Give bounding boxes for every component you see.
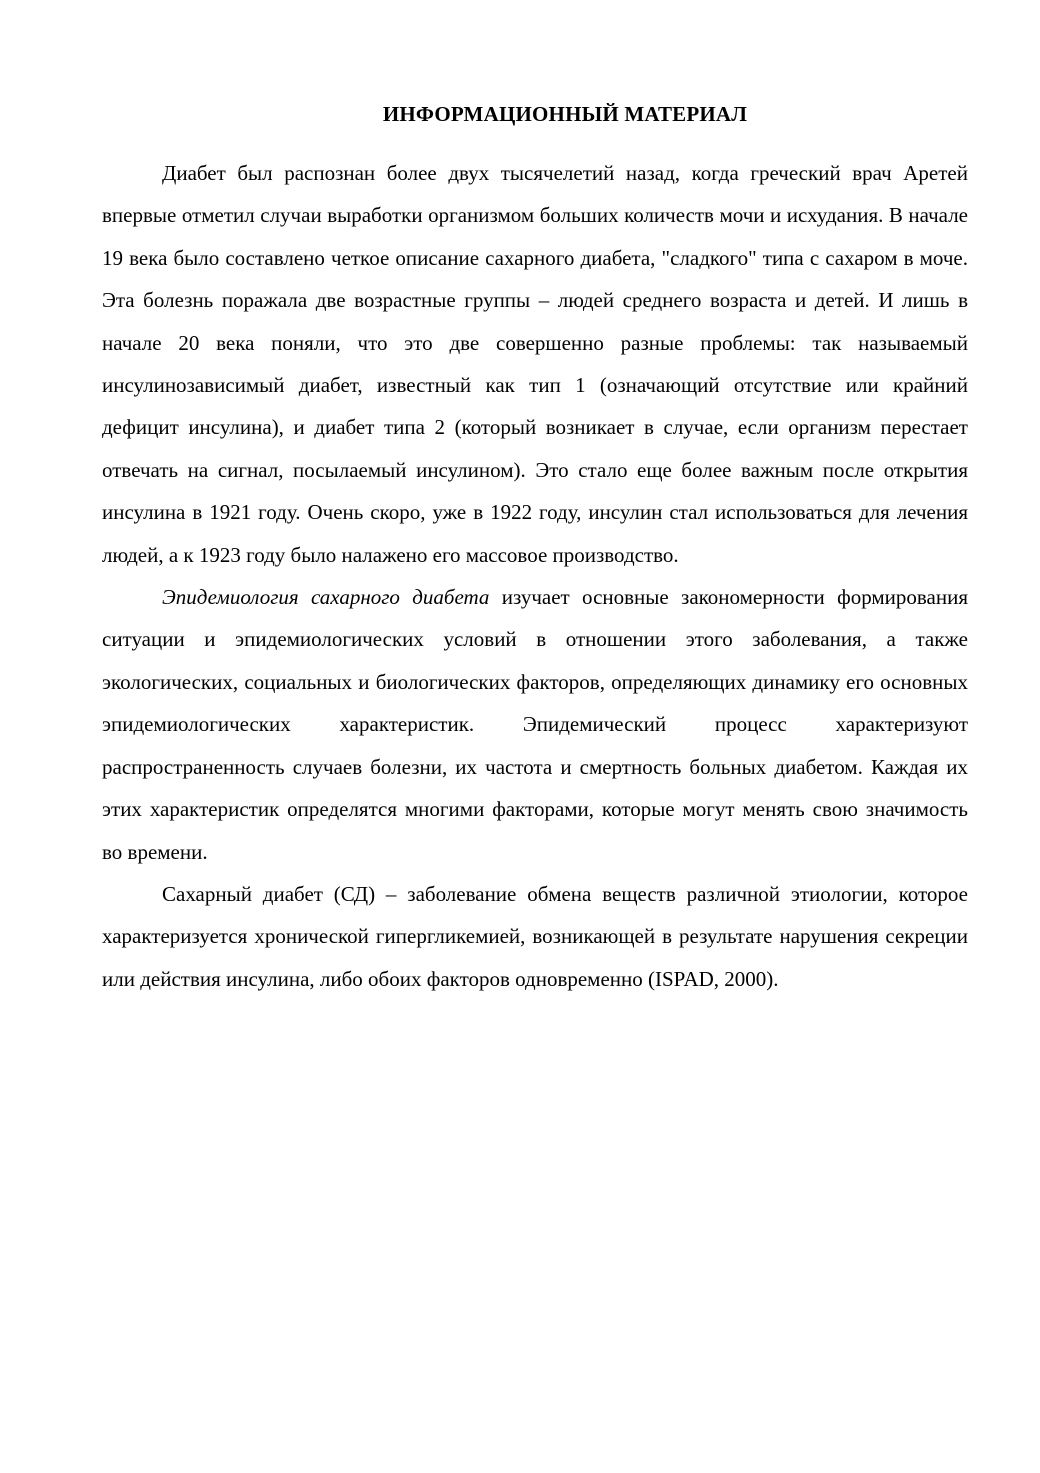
paragraph-definition-text: Сахарный диабет (СД) – заболевание обмена веществ различной этиологии, которое характеризуется хронической гипергликемией, возникающей в результате нарушения секреции или действия инсулина, либо обоих факторов одновременно (ISPAD, 2000). xyxy=(102,881,968,991)
epidemiology-term: Эпидемиология сахарного диабета xyxy=(162,585,490,610)
paragraph-definition xyxy=(102,873,968,1000)
paragraph-history-text: Диабет был распознан более двух тысячелетий назад, когда греческий врач Аретей впервые отметил случаи выработки организмом больших количеств мочи и исхудания. В начале 19 века было составлено четкое описание сахарного диабета, "сладкого" типа с сахаром в моче. Эта болезнь поражала две возрастные группы – людей среднего возраста и детей. И лишь в начале 20 века поняли, что это две совершенно разные проблемы: так называемый инсулинозависимый диабет, известный как тип 1 (означающий отсутствие или крайний дефицит инсулина), и диабет типа 2 (который возникает в случае, если организм перестает отвечать на сигнал, посылаемый инсулином). Это стало еще более важным после открытия инсулина в 1921 году. Очень скоро, уже в 1922 году, инсулин стал использоваться для лечения людей, а к 1923 году было налажено его массовое производство. xyxy=(102,161,968,567)
document-body xyxy=(102,98,968,1000)
paragraph-epidemiology-text: изучает основные закономерности формирования ситуации и эпидемиологических условий в отношении этого заболевания, а также экологических, социальных и биологических факторов, определяющих динамику его основных эпидемиологических характеристик. Эпидемический процесс характеризуют распространенность случаев болезни, их частота и смертность больных диабетом. Каждая их этих характеристик определятся многими факторами, которые могут менять свою значимость во времени. xyxy=(102,585,968,864)
document-title: ИНФОРМАЦИОННЫЙ МАТЕРИАЛ xyxy=(382,102,748,126)
paragraph-epidemiology xyxy=(102,576,968,873)
paragraph-history xyxy=(102,152,968,576)
